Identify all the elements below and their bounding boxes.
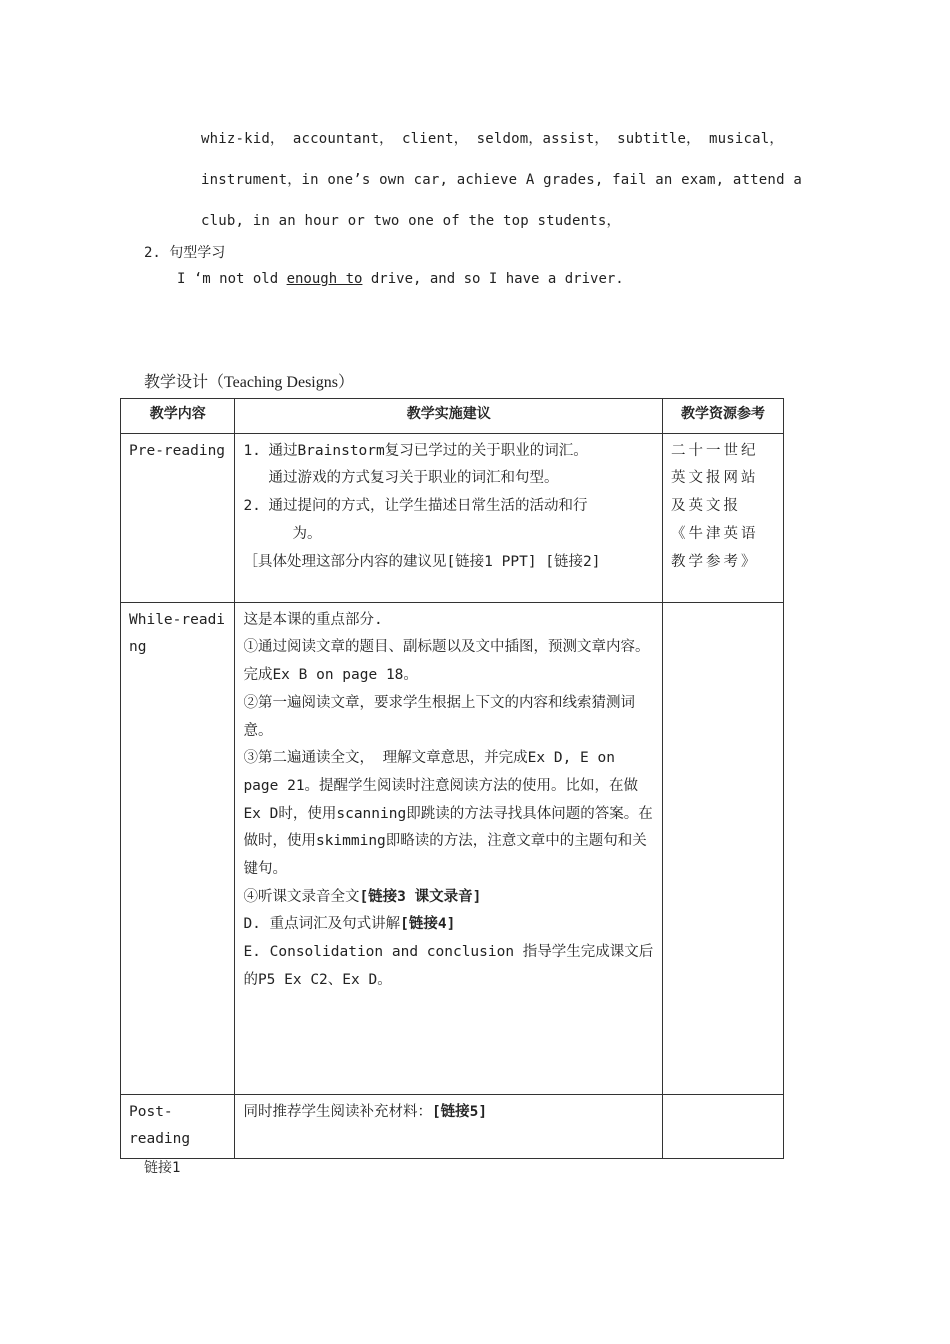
- while-reading-resources: [663, 602, 784, 1094]
- item-number: 2.: [243, 498, 261, 515]
- table-header-row: [121, 399, 784, 434]
- item-number: 1.: [243, 442, 261, 459]
- while-step-2: ②第一遍阅读文章，要求学生根据上下文的内容和线索猜测词意。: [243, 694, 635, 739]
- teaching-design-table: [120, 398, 784, 1159]
- link-3[interactable]: [链接3 课文录音]: [359, 888, 482, 905]
- pre-reading-resources: 二十一世纪英文报网站及英文报《牛津英语教学参考》: [663, 433, 784, 602]
- while-step-3: ③第二遍通读全文， 理解文章意思，并完成Ex D, E on page 21。提醒学生阅读时注意阅读方法的使用。比如，在做Ex D时，使用scanning即跳读的方法寻找具体问题的答案。在做时，使用skimming即略读的方法，注意文章中的主题句和关键句。: [243, 750, 653, 878]
- header-resources: 教学资源参考: [663, 399, 784, 434]
- link-4[interactable]: [链接4]: [400, 916, 456, 933]
- vocab-line-2: instrument，in one’s own car, achieve A grades, fail an exam, attend a: [201, 172, 802, 188]
- pre-reading-note: ［具体处理这部分内容的建议见[链接1 PPT] [链接2]: [243, 553, 601, 570]
- design-title: 教学设计（Teaching Designs）: [144, 374, 354, 391]
- table-row: [121, 433, 784, 602]
- link-5[interactable]: [链接5]: [431, 1103, 488, 1120]
- header-content: 教学内容: [121, 399, 235, 434]
- item-text: 通过游戏的方式复习关于职业的词汇和句型。: [268, 470, 559, 487]
- vocab-line-3: club, in an hour or two one of the top students，: [201, 213, 621, 229]
- while-step-1: ①通过阅读文章的题目、副标题以及文中插图，预测文章内容。完成Ex B on page 18。: [243, 639, 650, 684]
- sentence-heading: 2. 句型学习: [144, 245, 226, 261]
- while-step-e: E. Consolidation and conclusion 指导学生完成课文后的P5 Ex C2、Ex D。: [243, 944, 654, 988]
- step-4-text: ④听课文录音全文: [243, 888, 360, 905]
- post-reading-resources: [663, 1094, 784, 1158]
- post-reading-label: Post-reading: [121, 1094, 235, 1158]
- item-text: 为。: [292, 525, 322, 542]
- post-reading-text: 同时推荐学生阅读补充材料：: [243, 1103, 432, 1120]
- while-step-4: [243, 884, 654, 912]
- step-d-text: D. 重点词汇及句式讲解: [243, 916, 401, 933]
- while-step-d: [243, 911, 654, 939]
- footer-link-label: 链接1: [144, 1160, 181, 1176]
- sentence-pre: I ‘m not old: [177, 271, 287, 287]
- item-text: 通过Brainstorm复习已学过的关于职业的词汇。: [268, 442, 588, 459]
- pre-reading-label: Pre-reading: [121, 433, 235, 602]
- vocab-line-1: whiz-kid， accountant， client， seldom，assist， subtitle， musical，: [201, 131, 784, 147]
- header-suggestions: 教学实施建议: [235, 399, 663, 434]
- item-text: 通过提问的方式，让学生描述日常生活的活动和行: [268, 498, 588, 515]
- sentence-post: drive, and so I have a driver.: [362, 271, 624, 287]
- table-row: [121, 1094, 784, 1158]
- while-reading-label: While-reading: [121, 602, 235, 1094]
- sentence-underlined: enough to: [286, 271, 363, 287]
- post-reading-suggestions: [235, 1094, 663, 1158]
- table-row: [121, 602, 784, 1094]
- pre-reading-suggestions: [235, 433, 663, 602]
- while-intro: 这是本课的重点部分.: [243, 611, 383, 628]
- while-reading-suggestions: [235, 602, 663, 1094]
- list-item: [243, 438, 654, 493]
- sentence-example: [177, 271, 624, 287]
- list-item: [243, 493, 654, 548]
